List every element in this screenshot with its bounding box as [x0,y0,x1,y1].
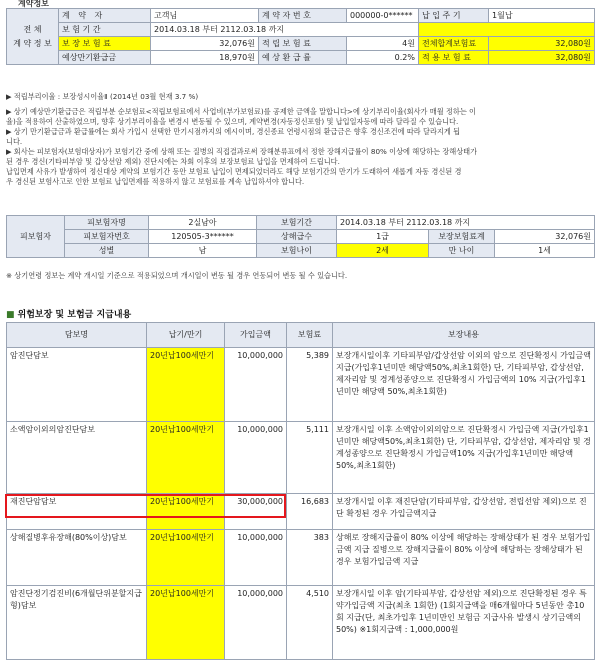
total-premium-label: 전체합계보험료 [419,37,489,51]
row-detail: 보장개시일 이후 암(기타피부암, 갑상선암 제외)으로 진단확정된 경우 특약가입금액 지급(최초 1회한) (1회지급액을 매6개월마다 5년동안 총10회 지급(단, 최초가입후 1년미만인 보험금 지급사유 발생시 상기금액의 50%) ※1회지급액 : 1,000,000원 [333,586,595,660]
section-title-text: 위험보장 및 보험금 지급내용 [17,310,132,320]
notes-block [6,92,594,187]
contract-holder-value: 고객님 [151,9,259,23]
row-premium: 4,510 [287,586,333,660]
injury-grade-label: 상해급수 [257,230,337,244]
col-header-amount: 가입금액 [225,323,287,348]
insured-side-label: 피보험자 [7,216,65,258]
total-premium-value: 32,080원 [489,37,595,51]
coverage-premium-value: 32,076원 [151,37,259,51]
insured-name-label: 피보험자명 [65,216,149,230]
row-detail: 보장개시일 이후 재진단암(기타피부암, 갑상선암, 전립선암 제외)으로 진단 확정된 경우 가입금액지급 [333,494,595,530]
row-amount: 10,000,000 [225,586,287,660]
gender-value: 남 [149,244,257,258]
table-row [7,530,595,586]
header-fragment: 계약정보 [18,0,49,8]
row-name: 암진단정기검진비(6개월단위분할지급형)담보 [7,586,147,660]
row-name: 상해질병후유장해(80%이상)담보 [7,530,147,586]
refund-rate-value: 0.2% [347,51,419,65]
actual-age-label: 만 나이 [429,244,495,258]
actual-age-value: 1세 [495,244,595,258]
note-maturity: ▶ 상기 만기환급금과 환급률에는 회사 가입시 선택한 만기시점까지의 에시이며, 경신종료 연령시점의 환급금은 향후 경신조건에 따라 달라지게 됩 [6,127,461,136]
highlight-cell [419,23,595,37]
pay-cycle-label: 납 입 주 기 [419,9,489,23]
row-term: 20년납100세만기 [147,348,225,422]
saving-premium-label: 적 립 보 험 료 [259,37,347,51]
period-label: 보 험 기 간 [59,23,151,37]
insurance-age-label: 보험나이 [257,244,337,258]
section-title [6,307,131,320]
note-maturity-cont: 니다. [6,137,23,146]
insured-note [6,271,594,281]
row-term: 20년납100세만기 [147,586,225,660]
injury-grade-value: 1급 [337,230,429,244]
note-waiver-cont3: 우 경신된 보험사고로 인한 보험료 납입면제를 적용하지 않고 보험료를 계속 납입하셔야 합니다. [6,177,305,186]
row-detail: 상해로 장해지급률이 80% 이상에 해당하는 장해상태가 된 경우 보험가입금액 지급 질병으로 장해지급률이 80% 이상에 해당하는 장해상태가 된 경우 보험가입금액 지급 [333,530,595,586]
insured-no-value: 120505-3****** [149,230,257,244]
note-waiver-cont1: 된 경우 경신(기타피부암 및 갑상선암 제외) 진단시에는 차회 이후의 보장보험료 납입을 면제하여 드립니다. [6,157,340,166]
col-header-premium: 보험료 [287,323,333,348]
coverage-premium-label: 보 장 보 험 료 [59,37,151,51]
period-value: 2014.03.18 부터 2112.03.18 까지 [151,23,419,37]
contract-no-value: 000000-0****** [347,9,419,23]
row-amount: 10,000,000 [225,348,287,422]
row-name: 소액암이외의암진단담보 [7,422,147,494]
expected-refund-label: 예상만기환급금 [59,51,151,65]
gender-label: 성별 [65,244,149,258]
contract-no-label: 계 약 자 번 호 [259,9,347,23]
row-premium: 5,111 [287,422,333,494]
row-premium: 383 [287,530,333,586]
expected-refund-value: 18,970원 [151,51,259,65]
row-amount: 10,000,000 [225,422,287,494]
row-amount: 30,000,000 [225,494,287,530]
insured-period-label: 보험기간 [257,216,337,230]
insured-note-text: ※ 상기연령 정보는 계약 개시일 기준으로 적용되었으며 개시일이 변동 될 경우 연동되어 변동 될 수 있습니다. [6,271,348,280]
row-name: 재진단암담보 [7,494,147,530]
row-detail: 보장개시일이후 기타피부암/갑상선암 이외의 암으로 진단확정시 가입금액 지급(가입후1년미만 해당액50%,최초1회한) 단, 기타피부암, 갑상선암, 제자리암 및 경계성종양으로 진단확정시 가입금액의 10% 지급(가입후1년미만 해당액 50%,최초1회한) [333,348,595,422]
table-row [7,586,595,660]
insured-name-value: 2실남아 [149,216,257,230]
row-name: 암진단담보 [7,348,147,422]
insured-no-label: 피보험자번호 [65,230,149,244]
coverage-total-value: 32,076원 [495,230,595,244]
contract-holder-label: 계 약 자 [59,9,151,23]
insured-period-value: 2014.03.18 부터 2112.03.18 까지 [337,216,595,230]
row-term: 20년납100세만기 [147,530,225,586]
coverage-table [6,322,594,660]
table-row [7,348,595,422]
col-header-term: 납기/만기 [147,323,225,348]
insured-table [6,215,594,258]
row-detail: 보장개시일 이후 소액암이외의암으로 진단확정시 가입금액 지급(가입후1년미만 해당액50%,최초1회한) 단, 기타피부암, 갑상선암, 제자리암 및 경계성종양으로 진단확정시 가입금액10% 지급(가입후1년미만 해당액50%,최초1회한) [333,422,595,494]
contract-side-label: 전 체 계 약 정 보 [7,9,59,65]
table-row [7,422,595,494]
row-amount: 10,000,000 [225,530,287,586]
row-premium: 5,389 [287,348,333,422]
note-waiver: ▶ 회사는 피보험자(보험대상자)가 보험기간 중에 상해 또는 질병의 직접결과로써 장해분류표에서 정한 장해지급률이 80% 이상에 해당하는 장해상태가 [6,147,478,156]
coverage-total-label: 보장보험료계 [429,230,495,244]
section-bullet-icon: ■ [6,310,15,320]
refund-rate-label: 예 상 환 급 률 [259,51,347,65]
note-waiver-cont2: 납입면제 사유가 발생하여 정신대상 계약의 보험기간 동안 보험료 납입이 면제되었더라도 해당 보험기간의 만기가 도래하여 새롭게 자동 경신된 경 [6,167,462,176]
saving-premium-value: 4원 [347,37,419,51]
col-header-name: 담보명 [7,323,147,348]
pay-cycle-value: 1월납 [489,9,595,23]
contract-table [6,8,594,65]
note-refund: ▶ 상기 예상만기환급금은 적립부분 순보험료<적립보험료에서 사업비(부가보험료)를 공제한 금액을 말합니다>에 상기부리이율(회사가 매월 정하는 이 [6,107,476,116]
row-term: 20년납100세만기 [147,422,225,494]
col-header-detail: 보장내용 [333,323,595,348]
applied-premium-label: 적 용 보 험 료 [419,51,489,65]
applied-premium-value: 32,080원 [489,51,595,65]
insurance-age-value: 2세 [337,244,429,258]
highlight-box [5,494,286,518]
row-premium: 16,683 [287,494,333,530]
note-refund-cont: 율)을 적용하여 산출하였으며, 향후 상기부리이율을 변경시 변동될 수 있으며, 계약변경(자동정신포함) 및 납입일자등에 따라 달라질 수 있습니다. [6,117,459,126]
row-term: 20년납100세만기 [147,494,225,530]
note-rate: ▶ 적립부리이율 : 보장성시이율Ⅱ (2014년 03월 현재 3.7 %) [6,92,199,101]
